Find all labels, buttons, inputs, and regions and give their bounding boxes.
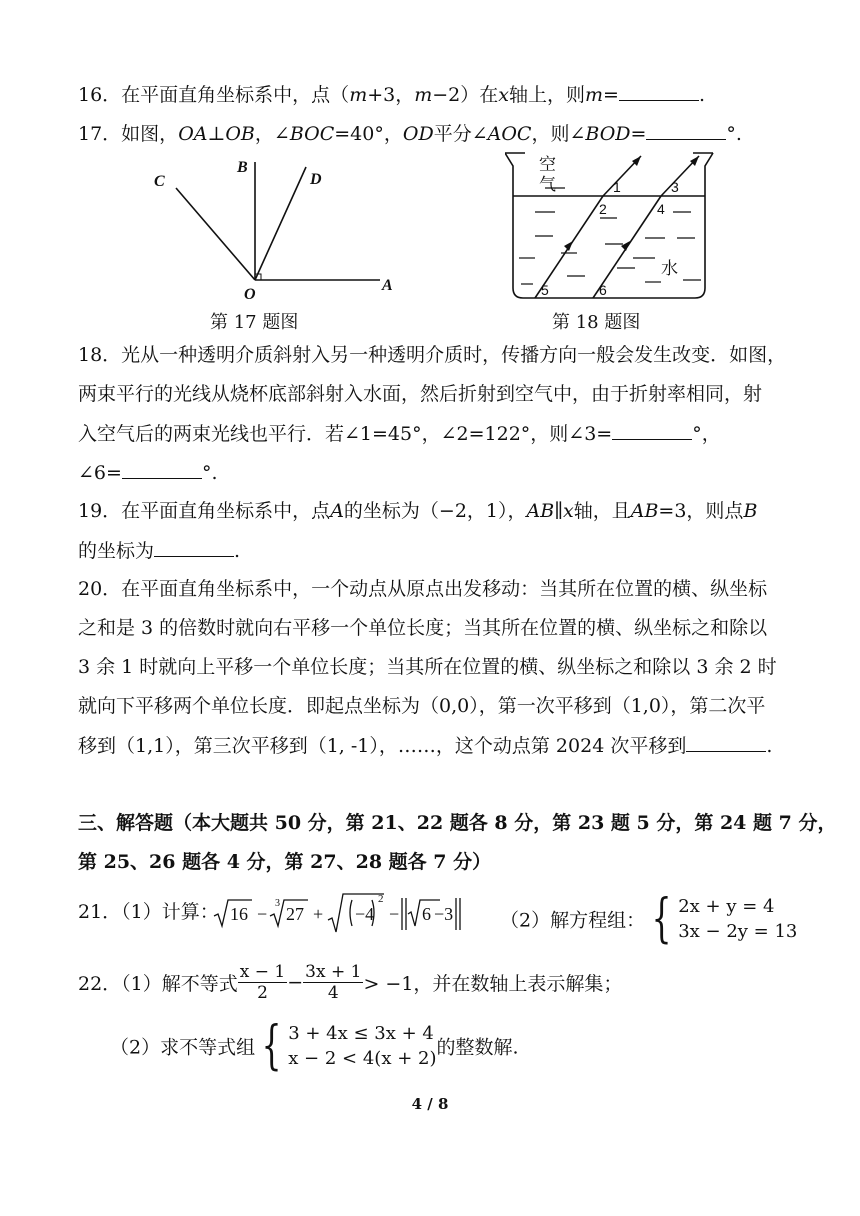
question-20-line-5: 移到（1,1），第三次平移到（1, -1），……，这个动点第 2024 次平移到 . <box>78 735 773 757</box>
angle-2: 2 <box>599 201 607 217</box>
page-number: 4 / 8 <box>411 1095 449 1113</box>
question-18-line-3: 入空气后的两束光线也平行．若∠1=45°，∠2=122°，则∠3= °， <box>78 423 721 445</box>
question-18-line-1: 18．光从一种透明介质斜射入另一种透明介质时，传播方向一般会发生改变．如图， <box>78 344 787 366</box>
svg-text:3: 3 <box>275 898 280 909</box>
angle-1: 1 <box>613 179 621 195</box>
figure-18-beaker-diagram <box>505 148 715 303</box>
air-label-2: 气 <box>539 175 556 194</box>
question-16: 16．在平面直角坐标系中，点（m+3，m−2）在x轴上，则m= . <box>78 84 706 106</box>
question-20-line-1: 20．在平面直角坐标系中，一个动点从原点出发移动：当其所在位置的横、纵坐标 <box>78 578 768 600</box>
angle-3: 3 <box>671 179 679 195</box>
svg-text:16: 16 <box>230 904 248 924</box>
label-C: C <box>154 173 165 190</box>
question-22-part-1: 22．（1）解不等式 $\frac{x - 1}{2}$ − $\frac{3x + 1}{4}$ > −1，并在数轴上表示解集； <box>78 962 623 1003</box>
section-3-heading-2: 第 25、26 题各 4 分，第 27、28 题各 7 分） <box>78 851 492 873</box>
question-18-line-2: 两束平行的光线从烧杯底部斜射入水面，然后折射到空气中，由于折射率相同，射 <box>78 383 763 405</box>
inequality-1: 3 + 4x ≤ 3x + 4 <box>288 1023 434 1044</box>
question-20-line-3: 3 余 1 时就向上平移一个单位长度；当其所在位置的横、纵坐标之和除以 3 余 2 时 <box>78 656 777 678</box>
answer-blank[interactable] <box>122 460 202 479</box>
svg-text:2: 2 <box>378 893 384 905</box>
question-22-part-2: （2）求不等式组 { 3 + 4x ≤ 3x + 4 x − 2 < 4(x + 2)的整数解. <box>110 1016 519 1076</box>
angle-6: 6 <box>599 282 607 298</box>
section-3-heading-1: 三、解答题（本大题共 50 分，第 21、22 题各 8 分，第 23 题 5 分，第 24 题 7 分， <box>78 812 837 834</box>
equation-1: 2x + y = 4 <box>678 896 775 917</box>
air-label-1: 空 <box>539 155 556 174</box>
svg-text:−4: −4 <box>355 904 375 924</box>
label-A: A <box>382 277 393 294</box>
label-O: O <box>244 286 256 303</box>
svg-text:27: 27 <box>286 904 304 924</box>
question-20-line-4: 就向下平移两个单位长度．即起点坐标为（0,0），第一次平移到（1,0），第二次平 <box>78 695 766 717</box>
label-D: D <box>310 171 322 188</box>
equation-2: 3x − 2y = 13 <box>678 921 798 942</box>
question-21-part-2: （2）解方程组： { 2x + y = 4 3x − 2y = 13 <box>500 889 798 949</box>
ray-OC <box>176 188 255 280</box>
answer-blank[interactable] <box>154 538 234 557</box>
answer-blank[interactable] <box>646 121 726 140</box>
question-20-line-2: 之和是 3 的倍数时就向右平移一个单位长度；当其所在位置的横、纵坐标之和除以 <box>78 617 768 639</box>
svg-text:6: 6 <box>422 904 431 924</box>
answer-blank[interactable] <box>619 82 699 101</box>
answer-blank[interactable] <box>686 733 766 752</box>
question-19-line-2: 的坐标为 . <box>78 540 241 562</box>
ray-OD <box>255 167 306 280</box>
answer-blank[interactable] <box>612 421 692 440</box>
svg-text:+: + <box>313 904 324 924</box>
figure-18-caption: 第 18 题图 <box>552 312 641 333</box>
question-17: 17．如图，OA⊥OB，∠BOC=40°，OD平分∠AOC，则∠BOD= °. <box>78 123 742 145</box>
label-B: B <box>237 159 248 176</box>
svg-text:−3: −3 <box>434 904 454 924</box>
question-18-line-4: ∠6= °. <box>78 462 218 484</box>
question-19-line-1: 19．在平面直角坐标系中，点A的坐标为（−2，1），AB∥x轴，且AB=3，则点B <box>78 500 758 522</box>
figure-17-caption: 第 17 题图 <box>210 312 299 333</box>
figure-17-angle-diagram <box>140 150 410 310</box>
inequality-2: x − 2 < 4(x + 2) <box>288 1048 437 1069</box>
svg-text:−: − <box>257 904 268 924</box>
question-21: 21．（1）计算： <box>78 901 219 923</box>
angle-5: 5 <box>541 282 549 298</box>
water-label: 水 <box>661 259 678 278</box>
svg-text:−: − <box>389 904 400 924</box>
angle-4: 4 <box>657 201 665 217</box>
radical-expression <box>212 892 462 936</box>
